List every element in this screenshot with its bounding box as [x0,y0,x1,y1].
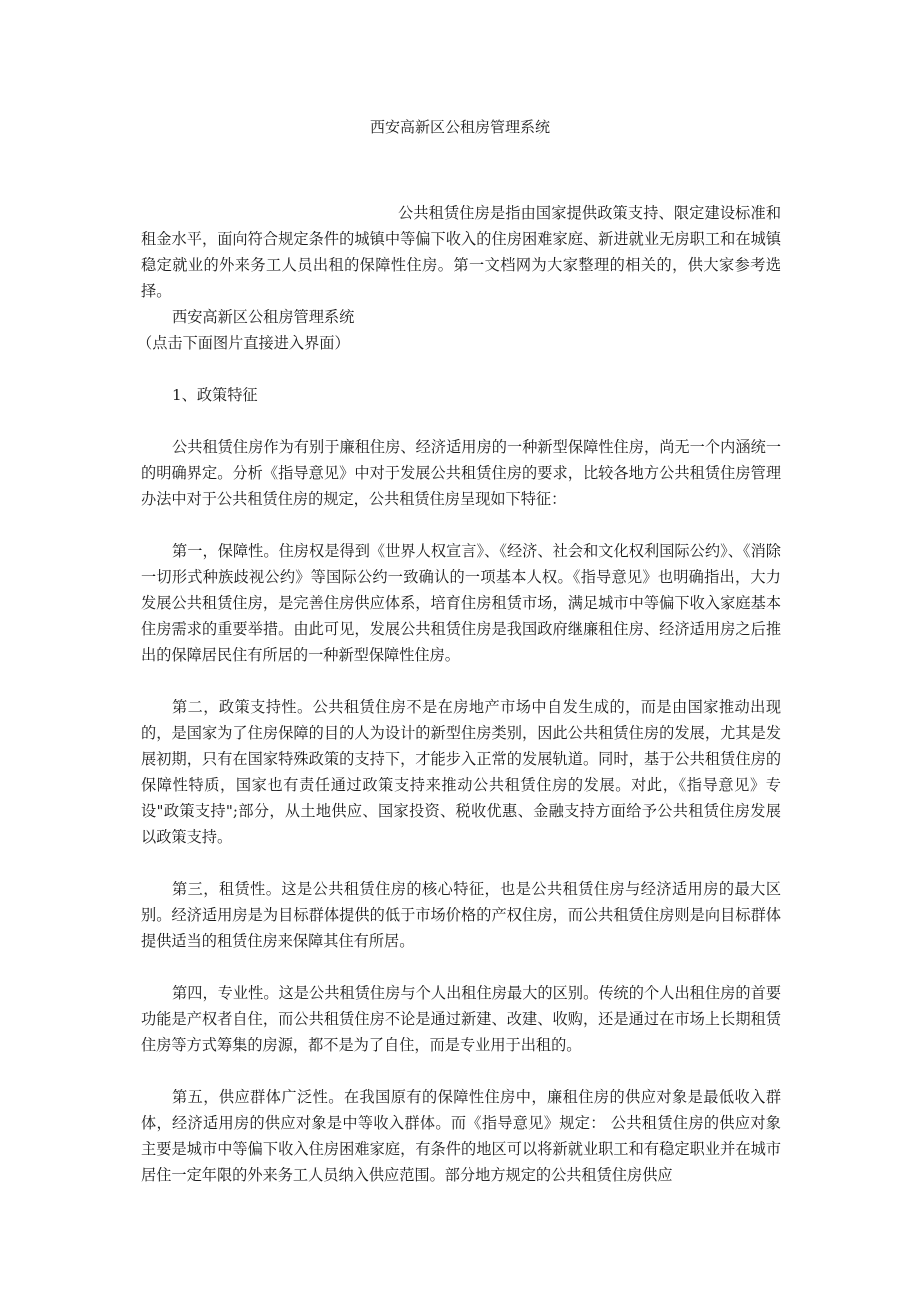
body-paragraph-feature-3: 第三，租赁性。这是公共租赁住房的核心特征，也是公共租赁住房与经济适用房的最大区别。经济适用房是为目标群体提供的低于市场价格的产权住房，而公共租赁住房则是向目标群体提供适当的租赁住房来保障其住有所居。 [141,880,781,950]
intro-paragraph: 公共租赁住房是指由国家提供政策支持、限定建设标准和租金水平，面向符合规定条件的城镇中等偏下收入的住房困难家庭、新进就业无房职工和在城镇稳定就业的外来务工人员出租的保障性住房。第一文档网为大家整理的相关的，供大家参考选择。 [141,204,781,300]
document-body [137,200,781,1188]
body-paragraph-feature-4: 第四，专业性。这是公共租赁住房与个人出租住房最大的区别。传统的个人出租住房的首要功能是产权者自住，而公共租赁住房不论是通过新建、改建、收购，还是通过在市场上长期租赁住房等方式筹集的房源，都不是为了自住，而是专业用于出租的。 [141,984,781,1054]
subtitle-line: 西安高新区公租房管理系统 [172,308,355,326]
section-heading: 1、政策特征 [172,386,258,404]
document-title: 西安高新区公租房管理系统 [369,118,550,136]
click-note: （点击下面图片直接进入界面） [137,334,350,352]
body-paragraph-feature-5: 第五，供应群体广泛性。在我国原有的保障性住房中，廉租住房的供应对象是最低收入群体，经济适用房的供应对象是中等收入群体。而《指导意见》规定： 公共租赁住房的供应对象主要是城市中等偏下收入住房困难家庭，有条件的地区可以将新就业职工和有稳定职业并在城市居住一定年限的外来务工人员纳入供应范围。部分地方规定的公共租赁住房供应 [141,1088,781,1184]
body-paragraph-overview: 公共租赁住房作为有别于廉租住房、经济适用房的一种新型保障性住房，尚无一个内涵统一的明确界定。分析《指导意见》中对于发展公共租赁住房的要求，比较各地方公共租赁住房管理办法中对于公共租赁住房的规定，公共租赁住房呈现如下特征： [141,438,781,508]
body-paragraph-feature-1: 第一，保障性。住房权是得到《世界人权宣言》、《经济、社会和文化权利国际公约》、《消除一切形式种族歧视公约》等国际公约一致确认的一项基本人权。《指导意见》也明确指出，大力发展公共租赁住房，是完善住房供应体系，培育住房租赁市场，满足城市中等偏下收入家庭基本住房需求的重要举措。由此可见，发展公共租赁住房是我国政府继廉租住房、经济适用房之后推出的保障居民住有所居的一种新型保障性住房。 [141,542,781,664]
body-paragraph-feature-2: 第二，政策支持性。公共租赁住房不是在房地产市场中自发生成的，而是由国家推动出现的，是国家为了住房保障的目的人为设计的新型住房类别，因此公共租赁住房的发展，尤其是发展初期，只有在国家特殊政策的支持下，才能步入正常的发展轨道。同时，基于公共租赁住房的保障性特质，国家也有责任通过政策支持来推动公共租赁住房的发展。对此，《指导意见》专设"政策支持";部分，从土地供应、国家投资、税收优惠、金融支持方面给予公共租赁住房发展以政策支持。 [141,698,781,846]
